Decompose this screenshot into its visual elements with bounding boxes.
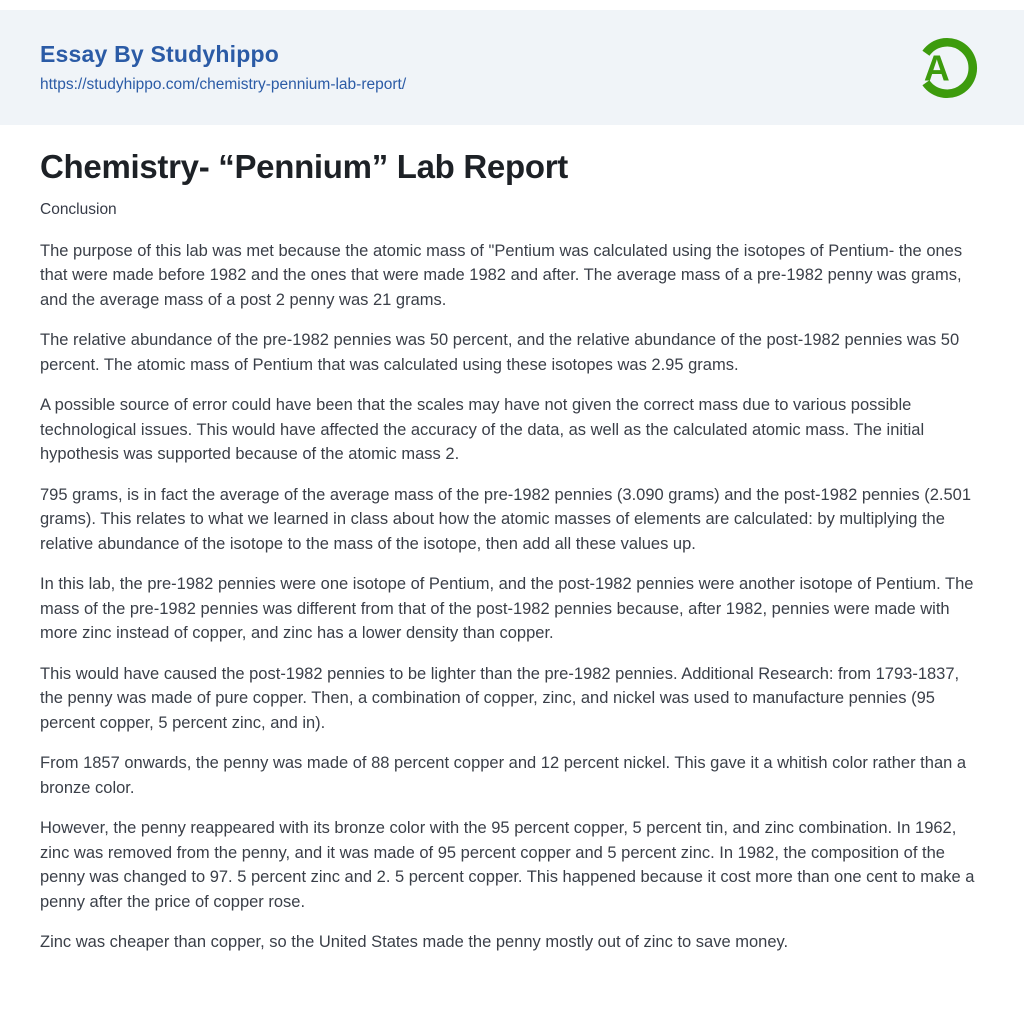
paragraph: The relative abundance of the pre-1982 pennies was 50 percent, and the relative abundance of the post-1982 pennies was 50 percent. The atomic mass of Pentium that was calculated using these isotopes was 2.95 grams. xyxy=(40,331,960,374)
article-content xyxy=(0,125,1024,1011)
page xyxy=(0,10,1024,1029)
paragraph: This would have caused the post-1982 pennies to be lighter than the pre-1982 pennies. Additional Research: from 1793-1837, the penny was made of pure copper. Then, a combination of copper, zinc, and nickel was used to manufacture pennies (95 percent copper, 5 percent zinc, and in). xyxy=(40,664,960,732)
paragraph: However, the penny reappeared with its bronze color with the 95 percent copper, 5 percent tin, and zinc combination. In 1962, zinc was removed from the penny, and it was made of 95 percent copper and 5 percent zinc. In 1982, the composition of the penny was changed to 97. 5 percent zinc and 2. 5 percent copper. This happened because it cost more than one cent to make a penny after the price of copper rose. xyxy=(40,819,975,911)
paragraph: The purpose of this lab was met because the atomic mass of "Pentium was calculated using the isotopes of Pentium- the ones that were made before 1982 and the ones that were made 1982 and after. The average mass of a pre-1982 penny was grams, and the average mass of a post 2 penny was 21 grams. xyxy=(40,241,963,309)
header-text-block xyxy=(40,40,407,93)
paragraph: Zinc was cheaper than copper, so the United States made the penny mostly out of zinc to save money. xyxy=(40,933,789,952)
paragraph: In this lab, the pre-1982 pennies were one isotope of Pentium, and the post-1982 pennies were another isotope of Pentium. The mass of the pre-1982 pennies was different from that of the post-1982 pennies because, after 1982, pennies were made with more zinc instead of copper, and zinc has a lower density than copper. xyxy=(40,575,974,643)
paragraph: A possible source of error could have been that the scales may have not given the correct mass due to various possible technological issues. This would have affected the accuracy of the data, as well as the calculated atomic mass. The initial hypothesis was supported because of the atomic mass 2. xyxy=(40,396,925,464)
logo-letter: A xyxy=(923,47,950,88)
source-url-link[interactable]: https://studyhippo.com/chemistry-pennium-lab-report/ xyxy=(40,75,407,93)
site-title: Essay By Studyhippo xyxy=(40,40,279,67)
paragraph: From 1857 onwards, the penny was made of 88 percent copper and 12 percent nickel. This gave it a whitish color rather than a bronze color. xyxy=(40,754,967,797)
logo-arc-icon xyxy=(908,29,986,107)
paragraph: 795 grams, is in fact the average of the average mass of the pre-1982 pennies (3.090 grams) and the post-1982 pennies (2.501 grams). This relates to what we learned in class about how the atomic masses of elements are calculated: by multiplying the relative abundance of the isotope to the mass of the isotope, then add all these values up. xyxy=(40,485,971,553)
page-title: Chemistry- “Pennium” Lab Report xyxy=(40,148,568,185)
studyhippo-logo xyxy=(908,29,986,107)
header-banner xyxy=(0,10,1024,125)
section-label: Conclusion xyxy=(40,200,117,218)
